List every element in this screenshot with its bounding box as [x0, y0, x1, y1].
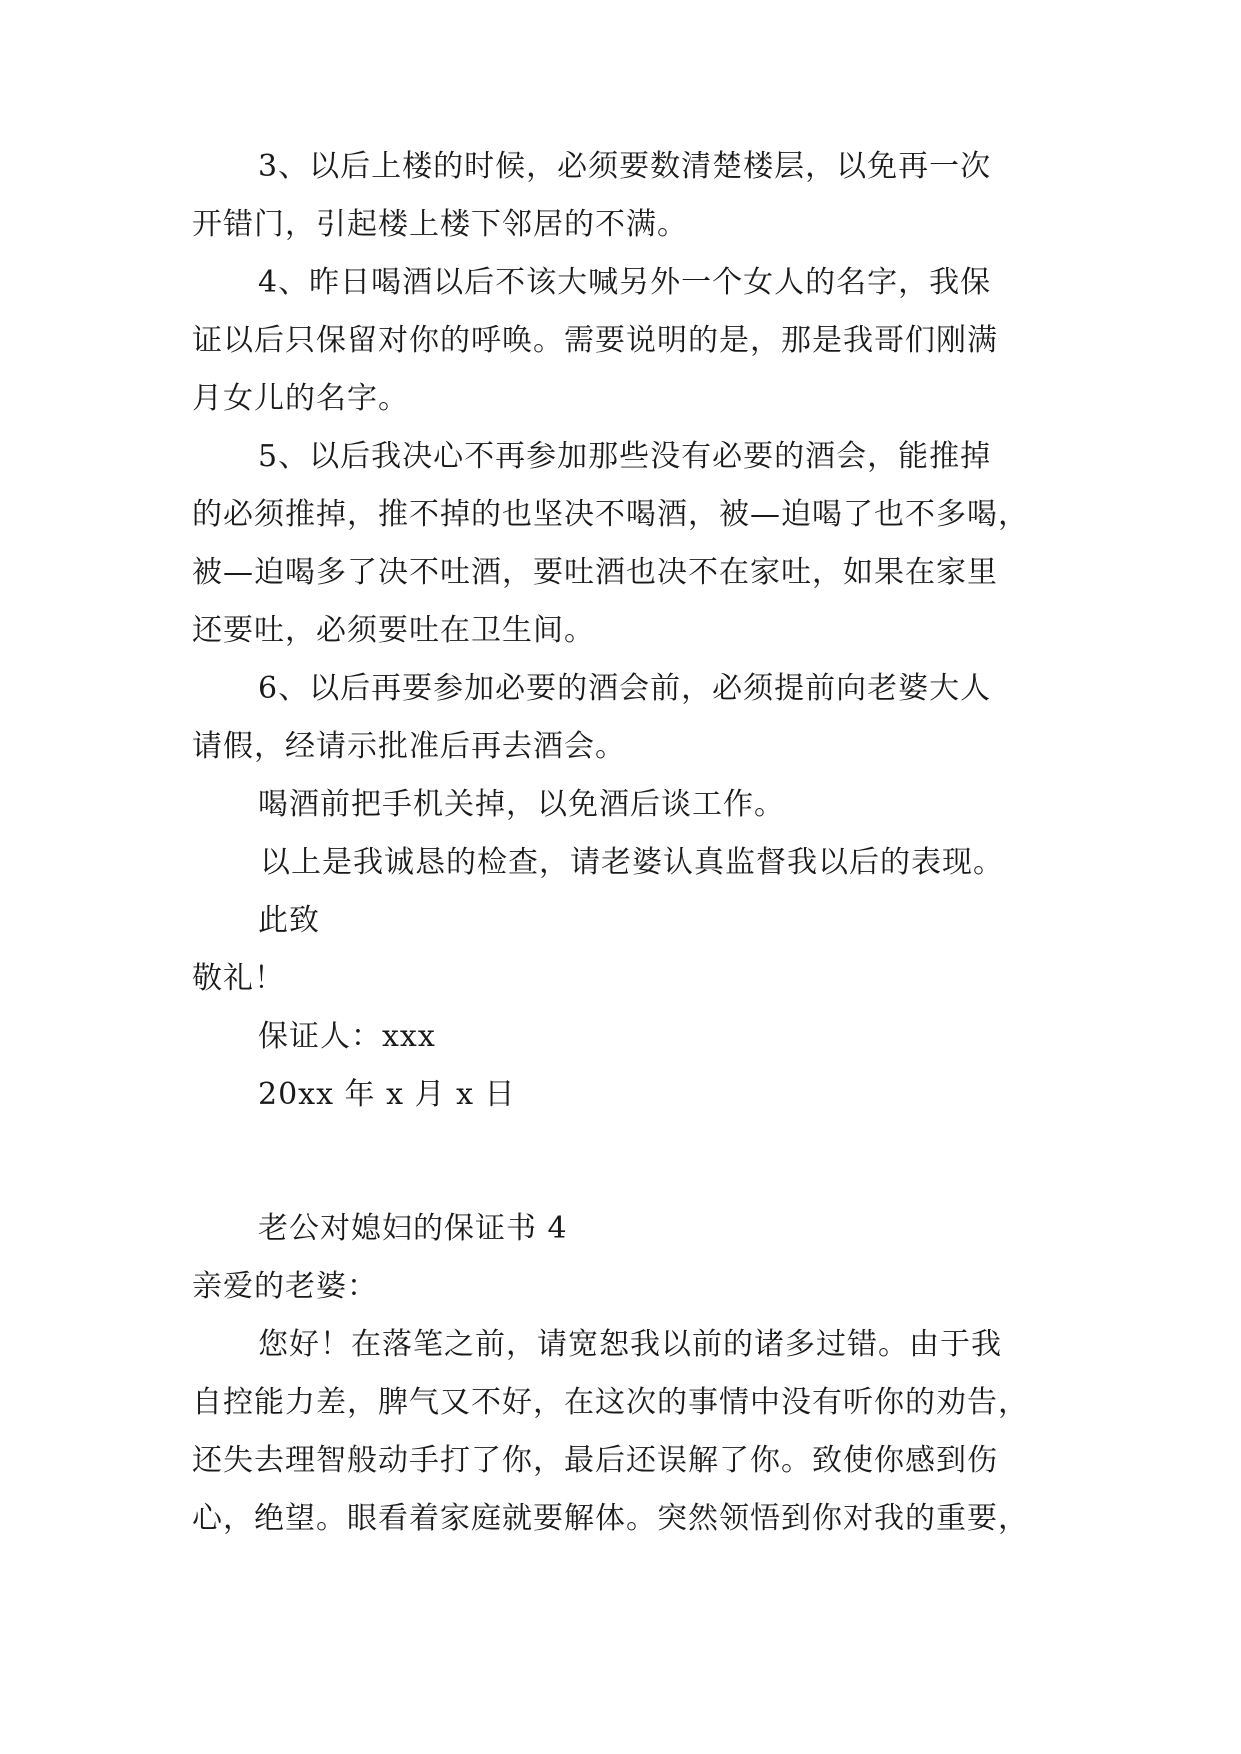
- item4-line3: 月女儿的名字。: [192, 381, 409, 416]
- item5-line1: 5、以后我决心不再参加那些没有必要的酒会，能推掉: [258, 439, 992, 474]
- salutation: 此致: [258, 903, 320, 938]
- item6-line2: 请假，经请示批准后再去酒会。: [192, 729, 626, 764]
- item5-line2: 的必须推掉，推不掉的也坚决不喝酒，被—迫喝了也不多喝，: [192, 497, 1029, 532]
- note-line: 喝酒前把手机关掉，以免酒后谈工作。: [258, 787, 785, 822]
- closing-statement: 以上是我诚恳的检查，请老婆认真监督我以后的表现。: [260, 845, 1004, 880]
- greeting: 亲爱的老婆：: [192, 1269, 378, 1304]
- item3-line2: 开错门，引起楼上楼下邻居的不满。: [192, 207, 688, 242]
- para1-line4: 心，绝望。眼看着家庭就要解体。突然领悟到你对我的重要，: [192, 1501, 1029, 1536]
- item5-line4: 还要吐，必须要吐在卫生间。: [192, 613, 595, 648]
- signer: 保证人：xxx: [258, 1019, 436, 1054]
- para1-line3: 还失去理智般动手打了你，最后还误解了你。致使你感到伤: [192, 1443, 998, 1478]
- regards: 敬礼！: [192, 961, 285, 996]
- item6-line1: 6、以后再要参加必要的酒会前，必须提前向老婆大人: [258, 671, 992, 706]
- item4-line1: 4、昨日喝酒以后不该大喊另外一个女人的名字，我保: [258, 265, 992, 300]
- para1-line1: 您好！在落笔之前，请宽恕我以前的诸多过错。由于我: [258, 1327, 1002, 1362]
- item3-line1: 3、以后上楼的时候，必须要数清楚楼层，以免再一次: [258, 149, 992, 184]
- item4-line2: 证以后只保留对你的呼唤。需要说明的是，那是我哥们刚满: [192, 323, 998, 358]
- date: 20xx 年 x 月 x 日: [258, 1077, 516, 1112]
- item5-line3: 被—迫喝多了决不吐酒，要吐酒也决不在家吐，如果在家里: [192, 555, 998, 590]
- para1-line2: 自控能力差，脾气又不好，在这次的事情中没有听你的劝告，: [192, 1385, 1029, 1420]
- section-title: 老公对媳妇的保证书 4: [258, 1211, 568, 1246]
